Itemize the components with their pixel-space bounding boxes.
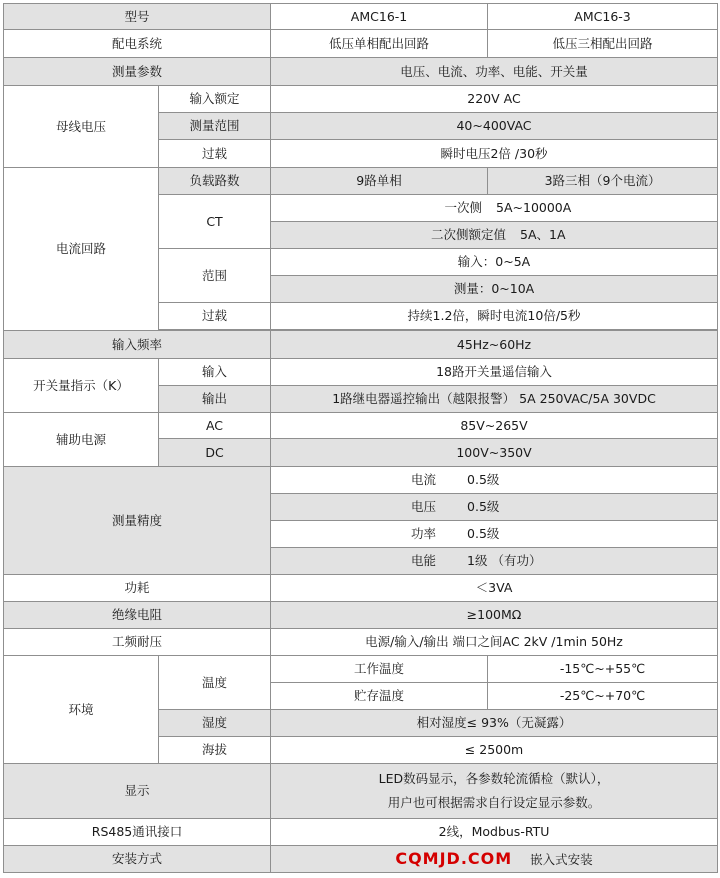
accuracy-name: 电流 (411, 472, 437, 488)
aux-label: 辅助电源 (4, 413, 159, 467)
row-bus-rated (4, 86, 718, 113)
bus-rated-value: 220V AC (271, 86, 718, 113)
bus-rated-label: 输入额定 (159, 86, 271, 113)
rs485-value: 2线，Modbus-RTU (271, 819, 718, 846)
accuracy-name: 电压 (411, 499, 437, 515)
row-install (4, 846, 718, 873)
display-value (271, 764, 718, 819)
row-params (4, 58, 718, 86)
ct-label: CT (159, 195, 271, 249)
accuracy-item (271, 521, 718, 548)
switch-input-label: 输入 (159, 359, 271, 386)
accuracy-item (271, 548, 718, 575)
insulation-label: 绝缘电阻 (4, 602, 271, 629)
accuracy-value: 0.5级 (467, 499, 500, 515)
aux-dc-value: 100V~350V (271, 439, 718, 467)
loops-a: 9路单相 (271, 168, 488, 195)
current-label: 电流回路 (4, 168, 159, 331)
ct-primary (271, 195, 718, 222)
model-b: AMC16-3 (488, 4, 718, 30)
altitude-label: 海拔 (159, 737, 271, 764)
power-label: 功耗 (4, 575, 271, 602)
row-model (4, 4, 718, 30)
accuracy-value: 0.5级 (467, 472, 500, 488)
install-label: 安装方式 (4, 846, 271, 873)
model-a: AMC16-1 (271, 4, 488, 30)
freq-label: 输入频率 (4, 331, 271, 359)
ct-primary-label: 一次侧 (444, 200, 483, 216)
params-label: 测量参数 (4, 58, 271, 86)
env-label: 环境 (4, 656, 159, 764)
freq-value: 45Hz~60Hz (271, 331, 718, 359)
bus-label: 母线电压 (4, 86, 159, 168)
ct-secondary (271, 222, 718, 249)
rs485-label: RS485通讯接口 (4, 819, 271, 846)
row-insulation (4, 602, 718, 629)
store-temp-value: -25℃~+70℃ (488, 683, 718, 710)
aux-ac-label: AC (159, 413, 271, 439)
accuracy-name: 功率 (411, 526, 437, 542)
row-display (4, 764, 718, 819)
accuracy-value: 0.5级 (467, 526, 500, 542)
ct-primary-value: 5A~10000A (496, 200, 572, 216)
bus-range-value: 40~400VAC (271, 113, 718, 140)
humidity-value: 相对湿度≤ 93%（无凝露） (271, 710, 718, 737)
bus-overload-value: 瞬时电压2倍 /30秒 (271, 140, 718, 168)
spec-table (3, 3, 718, 873)
current-range-input: 输入：0~5A (271, 249, 718, 276)
display-line-2: 用户也可根据需求自行设定显示参数。 (387, 795, 601, 810)
model-label: 型号 (4, 4, 271, 30)
row-current-loops (4, 168, 718, 195)
loops-b: 3路三相（9个电流） (488, 168, 718, 195)
insulation-value: ≥100MΩ (271, 602, 718, 629)
switch-output-label: 输出 (159, 386, 271, 413)
row-freq (4, 331, 718, 359)
aux-ac-value: 85V~265V (271, 413, 718, 439)
current-overload-label: 过载 (159, 303, 271, 330)
accuracy-item (271, 467, 718, 494)
row-env-work (4, 656, 718, 683)
watermark-logo: CQMJD.COM (395, 849, 513, 868)
ct-secondary-value: 5A、1A (520, 227, 566, 243)
current-range-label: 范围 (159, 249, 271, 303)
row-switch-input (4, 359, 718, 386)
display-line-1: LED数码显示，各参数轮流循检（默认）， (378, 771, 610, 786)
row-power (4, 575, 718, 602)
work-temp-value: -15℃~+55℃ (488, 656, 718, 683)
row-rs485 (4, 819, 718, 846)
bus-range-label: 测量范围 (159, 113, 271, 140)
switch-input-value: 18路开关量遥信输入 (271, 359, 718, 386)
install-value-cell (271, 846, 718, 873)
system-b: 低压三相配出回路 (488, 30, 718, 58)
aux-dc-label: DC (159, 439, 271, 467)
row-system (4, 30, 718, 58)
current-overload-value: 持续1.2倍，瞬时电流10倍/5秒 (271, 303, 718, 330)
withstand-label: 工频耐压 (4, 629, 271, 656)
system-label: 配电系统 (4, 30, 271, 58)
loops-label: 负载路数 (159, 168, 271, 195)
system-a: 低压单相配出回路 (271, 30, 488, 58)
current-range-measure: 测量：0~10A (271, 276, 718, 303)
accuracy-name: 电能 (411, 553, 437, 569)
row-withstand (4, 629, 718, 656)
row-aux-ac (4, 413, 718, 439)
altitude-value: ≤ 2500m (271, 737, 718, 764)
accuracy-item (271, 494, 718, 521)
ct-secondary-label: 二次侧额定值 (431, 227, 507, 243)
accuracy-value: 1级 （有功） (467, 553, 542, 569)
accuracy-label: 测量精度 (4, 467, 271, 575)
install-value: 嵌入式安装 (530, 852, 593, 867)
store-temp-label: 贮存温度 (271, 683, 488, 710)
humidity-label: 湿度 (159, 710, 271, 737)
bus-overload-label: 过载 (159, 140, 271, 168)
withstand-value: 电源/输入/输出 端口之间AC 2kV /1min 50Hz (271, 629, 718, 656)
params-value: 电压、电流、功率、电能、开关量 (271, 58, 718, 86)
work-temp-label: 工作温度 (271, 656, 488, 683)
power-value: ＜3VA (271, 575, 718, 602)
row-accuracy-0 (4, 467, 718, 494)
switch-output-value: 1路继电器遥控输出（越限报警） 5A 250VAC/5A 30VDC (271, 386, 718, 413)
temp-label: 温度 (159, 656, 271, 710)
switch-label: 开关量指示（K） (4, 359, 159, 413)
display-label: 显示 (4, 764, 271, 819)
